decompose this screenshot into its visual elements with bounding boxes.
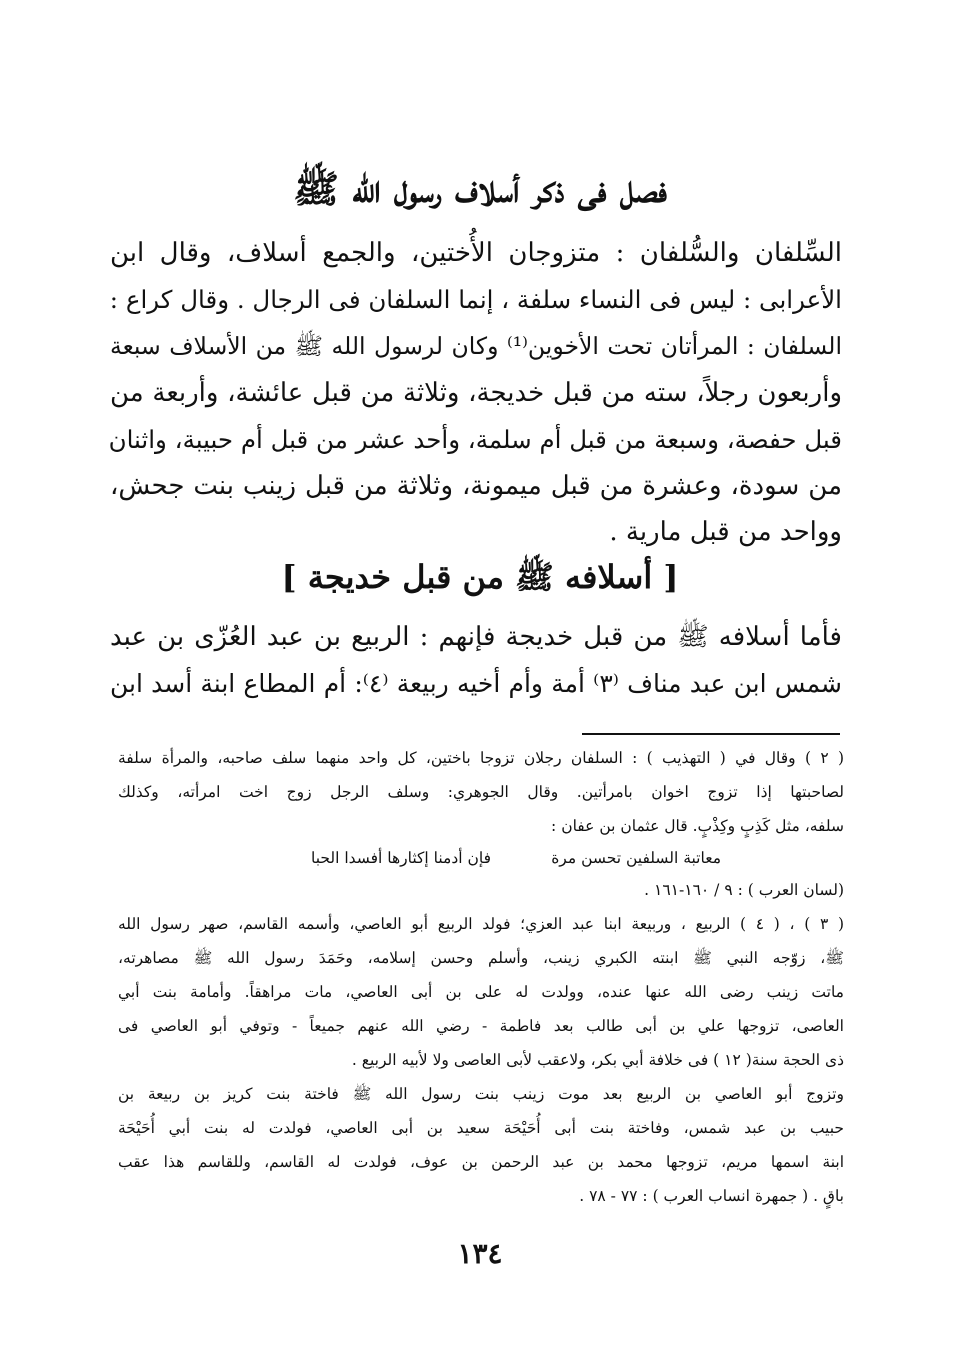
body-line: وواحد من قبل مارية . <box>609 517 842 547</box>
footnote-source: (لسان العرب ) : ٩ / ١٦٠-١٦١ . <box>644 881 844 899</box>
section-line: فأما أسلافه ﷺ من قبل خديجة فإنهم : الربيع بن عبد العُزّى بن عبد <box>110 622 842 652</box>
footnote-line: حبيب بن عبد شمس، وفاختة بنت أبى أُحَيْحَة سعيد بن أبى العاصي، فولدت له بنت أبي أُحَيْحَة <box>118 1119 844 1137</box>
body-line: السلفان : المرأتان تحت الأخوين⁽¹⁾ وكان لرسول الله ﷺ من الأسلاف سبعة <box>110 332 842 360</box>
body-line: وأربعون رجلاً، سته من قبل خديجة، وثلاثة من قبل عائشة، وأربعة من <box>110 378 842 408</box>
footnote-line: ( ٣ ) ، ( ٤ ) الربيع ، وربيعة ابنا عبد العزي؛ فولد الربيع أبو العاصي، وأسمه القاسم، صهر رسول الله <box>118 915 844 933</box>
verse-first-hemistich: معاتبة السلفين تحسن مرة <box>551 849 721 867</box>
footnote-line: ماتت زينب رضى الله عنها عنده، وولدت له على بن أبى العاصي، مات مراهقاً. وأمامة بنت أبي <box>118 983 844 1001</box>
footnote-line: العاصى، تزوجها علي بن أبى طالب بعد فاطمة - رضي الله عنهم جميعاً - وتوفي أبو العاصي فى <box>118 1017 844 1035</box>
footnote-line: ابنة اسمها مريم، تزوجها محمد بن عبد الرحمن بن عوف، فولدت له القاسم، وللقاسم هذا عقب <box>118 1153 844 1171</box>
body-line: الأعرابى : ليس فى النساء سلفة ، إنما السلفان فى الرجال . وقال كراع : <box>109 285 842 314</box>
section-heading: [ أسلافه ﷺ من قبل خديجة ] <box>281 558 679 596</box>
section-line: شمس ابن عبد مناف ⁽٣⁾ أمة وأم أخيه ربيعة ⁽٤⁾: أم المطاع ابنة أسد ابن <box>110 669 842 698</box>
verse-second-hemistich: فإن أدمنا إكثارها أفسدا الحبا <box>310 849 491 867</box>
footnote-line: ﷺ، زوّجه النبي ﷺ ابنته الكبري زينب، وأسلم وحسن إسلامه، وحَمَدَ رسول الله ﷺ مصاهرته، <box>118 949 844 967</box>
footnote-line: لصاحبتها إذا تزوج اخوان بامرأتين. وقال الجوهري: وسلف الرجل زوج اخت امرأته، وكذلك <box>118 783 844 801</box>
body-line: من سودة، وعشرة من قبل ميمونة، وثلاثة من قبل زينب بنت جحش، <box>110 471 842 501</box>
footnote-line: سلفه، مثل كَذِبٍ وكِذْبٍ. قال عثمان بن عفان : <box>551 817 844 835</box>
page-number: ١٣٤ <box>457 1237 503 1270</box>
footnote-line: ذى الحجة سنة( ١٢ ) فى خلافة أبي بكر، ولاعقب لأبى العاصى ولا لأبيه الربيع . <box>351 1051 844 1069</box>
footnote-line: ( ٢ ) وقال في ( التهذيب ) : السلفان رجلان تزوجا باختين، كل واحد منهما سلف صاحبه، والمرأة سلفة <box>118 749 844 767</box>
footnote-line: باقٍ . ( جمهرة انساب العرب ) : ٧٧ - ٧٨ . <box>579 1187 844 1205</box>
footnote-line: وتزوج أبو العاصي بن الربيع بعد موت زينب بنت رسول الله ﷺ فاختة بنت كريز بن ربيعة بن <box>118 1085 844 1103</box>
body-line: قبل حفصة، وسبعة من قبل أم سلمة، وأحد عشر من قبل أم حبيبة، واثنان <box>108 425 842 454</box>
chapter-title: فصل فى ذكر أسلاف رسول الله ﷺ <box>293 166 667 211</box>
footnote-separator <box>582 733 840 735</box>
body-line: السِّلفان والسُّلفان : متزوجان الأُختين، والجمع أسلاف، وقال ابن <box>110 238 842 268</box>
